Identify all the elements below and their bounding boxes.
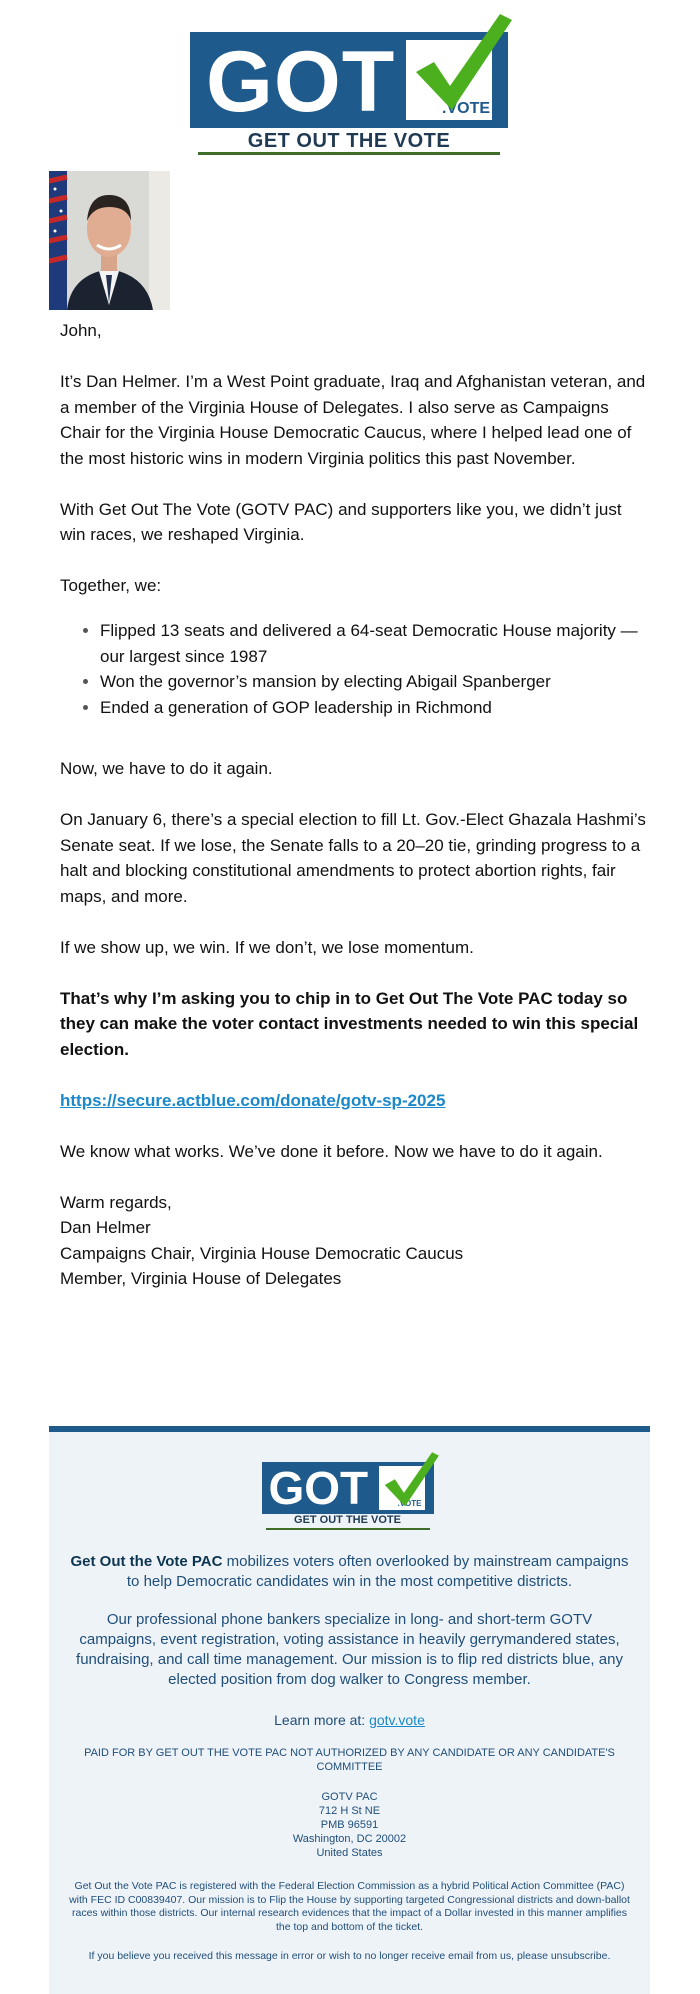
list-item: • Won the governor’s mansion by electing Abigail Spanberger	[100, 669, 650, 695]
accomplishments-list	[60, 618, 650, 720]
unsubscribe-text[interactable]: If you believe you received this message in error or wish to no longer receive email from us, please unsubscribe.	[88, 1950, 611, 1962]
letter-paragraph: With Get Out The Vote (GOTV PAC) and supporters like you, we didn’t just win races, we reshaped Virginia.	[60, 499, 622, 544]
org-name: Get Out the Vote PAC	[70, 1553, 223, 1570]
signature-block	[60, 1190, 650, 1292]
logo-underline	[198, 152, 500, 155]
footer-description: Our professional phone bankers specialize in long- and short-term GOTV campaigns, event registration, voting assistance in heavily gerrymandered states, fundraising, and call time management. Our mission is to flip red districts blue, any elected position from dog walker to Congress member.	[76, 1611, 623, 1688]
intro-text: mobilizes voters often overlooked by mainstream campaigns to help Democratic candidates win in the most competitive districts.	[126, 1553, 629, 1590]
letter-paragraph: Now, we have to do it again.	[60, 759, 273, 778]
letter-paragraph: We know what works. We’ve done it before. Now we have to do it again.	[60, 1141, 603, 1161]
address-line: GOTV PAC	[321, 1791, 378, 1803]
greeting: John,	[60, 321, 102, 340]
footer-intro	[69, 1552, 630, 1592]
donate-link[interactable]: https://secure.actblue.com/donate/gotv-sp-2025	[60, 1090, 446, 1110]
letter-paragraph: If we show up, we win. If we don’t, we lose momentum.	[60, 937, 474, 957]
signature-title: Campaigns Chair, Virginia House Democratic Caucus	[60, 1243, 464, 1263]
logo-tagline: GET OUT THE VOTE	[294, 1514, 401, 1526]
footer-logo[interactable]	[262, 1450, 438, 1530]
address-line: United States	[316, 1847, 383, 1859]
logo-got-text: GOT	[268, 1462, 369, 1514]
address-line: Washington, DC 20002	[292, 1833, 407, 1845]
list-item: • Ended a generation of GOP leadership in Richmond	[100, 695, 650, 721]
letter-body	[60, 318, 650, 1292]
call-to-action-text: That’s why I’m asking you to chip in to Get Out The Vote PAC today so they can make the voter contact investments needed to win this special election.	[60, 988, 639, 1059]
learn-more-label: Learn more at:	[274, 1712, 370, 1728]
sender-portrait	[49, 171, 170, 310]
address-line: PMB 96591	[320, 1819, 379, 1831]
signature-name: Dan Helmer	[60, 1218, 151, 1237]
check-icon	[404, 10, 514, 120]
website-link[interactable]: gotv.vote	[369, 1712, 425, 1728]
email-footer	[49, 1426, 650, 1994]
logo-vote-text: .VOTE	[442, 100, 491, 117]
letter-paragraph: On January 6, there’s a special election to fill Lt. Gov.-Elect Ghazala Hashmi’s Senate seat. If we lose, the Senate falls to a 20–20 tie, grinding progress to a halt and blocking constitutional amendments to protect abortion rights, fair maps, and more.	[60, 810, 646, 906]
logo-tagline: GET OUT THE VOTE	[247, 130, 451, 152]
portrait-image	[49, 171, 170, 310]
logo-vote-text: .VOTE	[397, 1499, 422, 1508]
address-line: 712 H St NE	[318, 1805, 381, 1817]
list-item: • Flipped 13 seats and delivered a 64-seat Democratic House majority — our largest since 1987	[100, 618, 650, 669]
signature-title: Member, Virginia House of Delegates	[60, 1269, 342, 1288]
learn-more	[49, 1712, 650, 1728]
logo-got-text: GOT	[206, 34, 396, 130]
check-icon	[378, 1450, 440, 1512]
logo-underline	[266, 1528, 430, 1530]
letter-paragraph: It’s Dan Helmer. I’m a West Point graduate, Iraq and Afghanistan veteran, and a member of the Virginia House of Delegates. I also serve as Campaigns Chair for the Virginia House Democratic Caucus, where I helped lead one of the most historic wins in modern Virginia politics this past November.	[60, 372, 646, 468]
signoff: Warm regards,	[60, 1192, 172, 1212]
letter-paragraph: Together, we:	[60, 576, 162, 595]
paid-for-disclaimer: PAID FOR BY GET OUT THE VOTE PAC NOT AUTHORIZED BY ANY CANDIDATE OR ANY CANDIDATE'S COMMITTEE	[84, 1747, 615, 1773]
fec-disclaimer: Get Out the Vote PAC is registered with the Federal Election Commission as a hybrid Political Action Committee (PAC) with FEC ID C00839407. Our mission is to Flip the House by supporting targeted Congressional districts and down-ballot races within those districts. Our internal research evidences that the impact of a Dollar invested in this manner amplifies the top and bottom of the ticket.	[69, 1880, 630, 1933]
mailing-address	[49, 1790, 650, 1860]
gotv-logo[interactable]	[190, 10, 514, 158]
